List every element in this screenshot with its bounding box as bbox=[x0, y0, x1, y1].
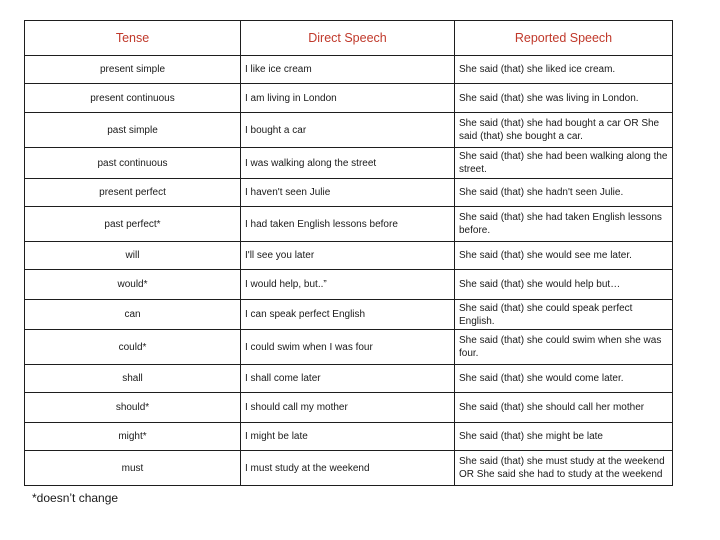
table-row bbox=[25, 270, 673, 300]
table-row bbox=[25, 423, 673, 451]
header-row bbox=[25, 21, 673, 56]
reported-speech-cell: She said (that) she would come later. bbox=[455, 365, 673, 393]
reported-speech-cell: She said (that) she had been walking along the street. bbox=[455, 148, 673, 179]
table-row bbox=[25, 330, 673, 365]
reported-speech-cell: She said (that) she should call her mother bbox=[455, 393, 673, 423]
tense-cell: will bbox=[25, 242, 241, 270]
header-tense: Tense bbox=[25, 21, 241, 56]
reported-speech-cell: She said (that) she would see me later. bbox=[455, 242, 673, 270]
direct-speech-cell: I shall come later bbox=[241, 365, 455, 393]
tense-cell: should* bbox=[25, 393, 241, 423]
reported-speech-cell: She said (that) she had taken English lessons before. bbox=[455, 207, 673, 242]
tense-cell: present simple bbox=[25, 56, 241, 84]
direct-speech-cell: I must study at the weekend bbox=[241, 451, 455, 486]
table-row bbox=[25, 300, 673, 330]
tense-cell: past simple bbox=[25, 113, 241, 148]
tense-cell: present perfect bbox=[25, 179, 241, 207]
direct-speech-cell: I haven't seen Julie bbox=[241, 179, 455, 207]
direct-speech-cell: I'll see you later bbox=[241, 242, 455, 270]
table-row bbox=[25, 113, 673, 148]
direct-speech-cell: I had taken English lessons before bbox=[241, 207, 455, 242]
reported-speech-cell: She said (that) she hadn't seen Julie. bbox=[455, 179, 673, 207]
tense-cell: could* bbox=[25, 330, 241, 365]
table-row bbox=[25, 207, 673, 242]
table-row bbox=[25, 451, 673, 486]
direct-speech-cell: I could swim when I was four bbox=[241, 330, 455, 365]
header-reported-speech: Reported Speech bbox=[455, 21, 673, 56]
reported-speech-cell: She said (that) she might be late bbox=[455, 423, 673, 451]
direct-speech-cell: I should call my mother bbox=[241, 393, 455, 423]
direct-speech-cell: I like ice cream bbox=[241, 56, 455, 84]
direct-speech-cell: I am living in London bbox=[241, 84, 455, 113]
reported-speech-cell: She said (that) she must study at the weekend OR She said she had to study at the weekend bbox=[455, 451, 673, 486]
reported-speech-cell: She said (that) she could swim when she was four. bbox=[455, 330, 673, 365]
header-direct-speech: Direct Speech bbox=[241, 21, 455, 56]
tense-cell: can bbox=[25, 300, 241, 330]
reported-speech-cell: She said (that) she was living in London. bbox=[455, 84, 673, 113]
direct-speech-cell: I would help, but..” bbox=[241, 270, 455, 300]
direct-speech-cell: I was walking along the street bbox=[241, 148, 455, 179]
tense-cell: shall bbox=[25, 365, 241, 393]
table-row bbox=[25, 84, 673, 113]
table-row bbox=[25, 242, 673, 270]
reported-speech-table bbox=[24, 20, 673, 486]
tense-cell: might* bbox=[25, 423, 241, 451]
reported-speech-cell: She said (that) she could speak perfect English. bbox=[455, 300, 673, 330]
table-row bbox=[25, 393, 673, 423]
table-row bbox=[25, 148, 673, 179]
tense-cell: present continuous bbox=[25, 84, 241, 113]
tense-cell: past perfect* bbox=[25, 207, 241, 242]
footnote: *doesn’t change bbox=[32, 491, 119, 505]
reported-speech-cell: She said (that) she had bought a car OR She said (that) she bought a car. bbox=[455, 113, 673, 148]
reported-speech-cell: She said (that) she would help but… bbox=[455, 270, 673, 300]
tense-cell: would* bbox=[25, 270, 241, 300]
table-row bbox=[25, 365, 673, 393]
direct-speech-cell: I can speak perfect English bbox=[241, 300, 455, 330]
table-row bbox=[25, 56, 673, 84]
direct-speech-cell: I bought a car bbox=[241, 113, 455, 148]
direct-speech-cell: I might be late bbox=[241, 423, 455, 451]
tense-cell: must bbox=[25, 451, 241, 486]
tense-cell: past continuous bbox=[25, 148, 241, 179]
table-row bbox=[25, 179, 673, 207]
reported-speech-cell: She said (that) she liked ice cream. bbox=[455, 56, 673, 84]
